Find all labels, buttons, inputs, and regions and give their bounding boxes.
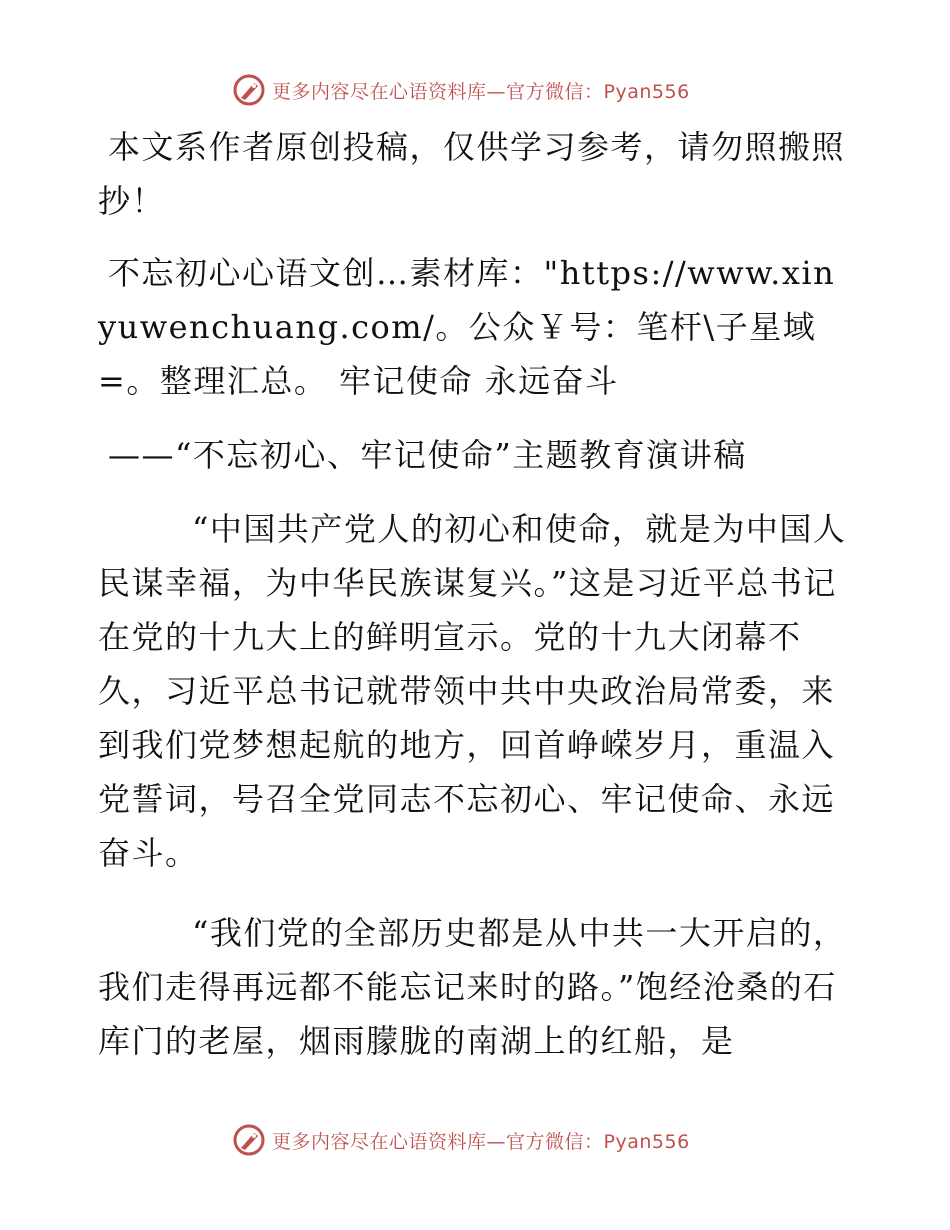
document-body	[98, 120, 850, 1068]
header-watermark	[232, 70, 690, 110]
watermark-text: 更多内容尽在心语资料库—官方微信：Pyan556	[272, 80, 690, 103]
watermark-text: 更多内容尽在心语资料库—官方微信：Pyan556	[272, 1130, 690, 1153]
body-paragraph: “中国共产党人的初心和使命，就是为中国人民谋幸福，为中华民族谋复兴。”这是习近平总书记在党的十九大上的鲜明宣示。党的十九大闭幕不久，习近平总书记就带领中共中央政治局常委，来到我们党梦想起航的地方，回首峥嵘岁月，重温入党誓词，号召全党同志不忘初心、牢记使命、永远奋斗。	[98, 510, 847, 872]
document-subtitle: ——“不忘初心、牢记使命”主题教育演讲稿	[108, 436, 747, 474]
pen-nib-logo-icon	[232, 1123, 266, 1157]
pen-nib-logo-icon	[232, 73, 266, 107]
body-paragraph: “我们党的全部历史都是从中共一大开启的，我们走得再远都不能忘记来时的路。”饱经沧桑的石库门的老屋，烟雨朦胧的南湖上的红船，是	[98, 914, 847, 1060]
source-info-paragraph: 不忘初心心语文创…素材库："https://www.xinyuwenchuang.com/。公众￥号：笔杆\子星域=。整理汇总。 牢记使命 永远奋斗	[98, 254, 836, 400]
footer-watermark	[232, 1120, 690, 1160]
copyright-notice: 本文系作者原创投稿，仅供学习参考，请勿照搬照抄！	[98, 128, 846, 220]
